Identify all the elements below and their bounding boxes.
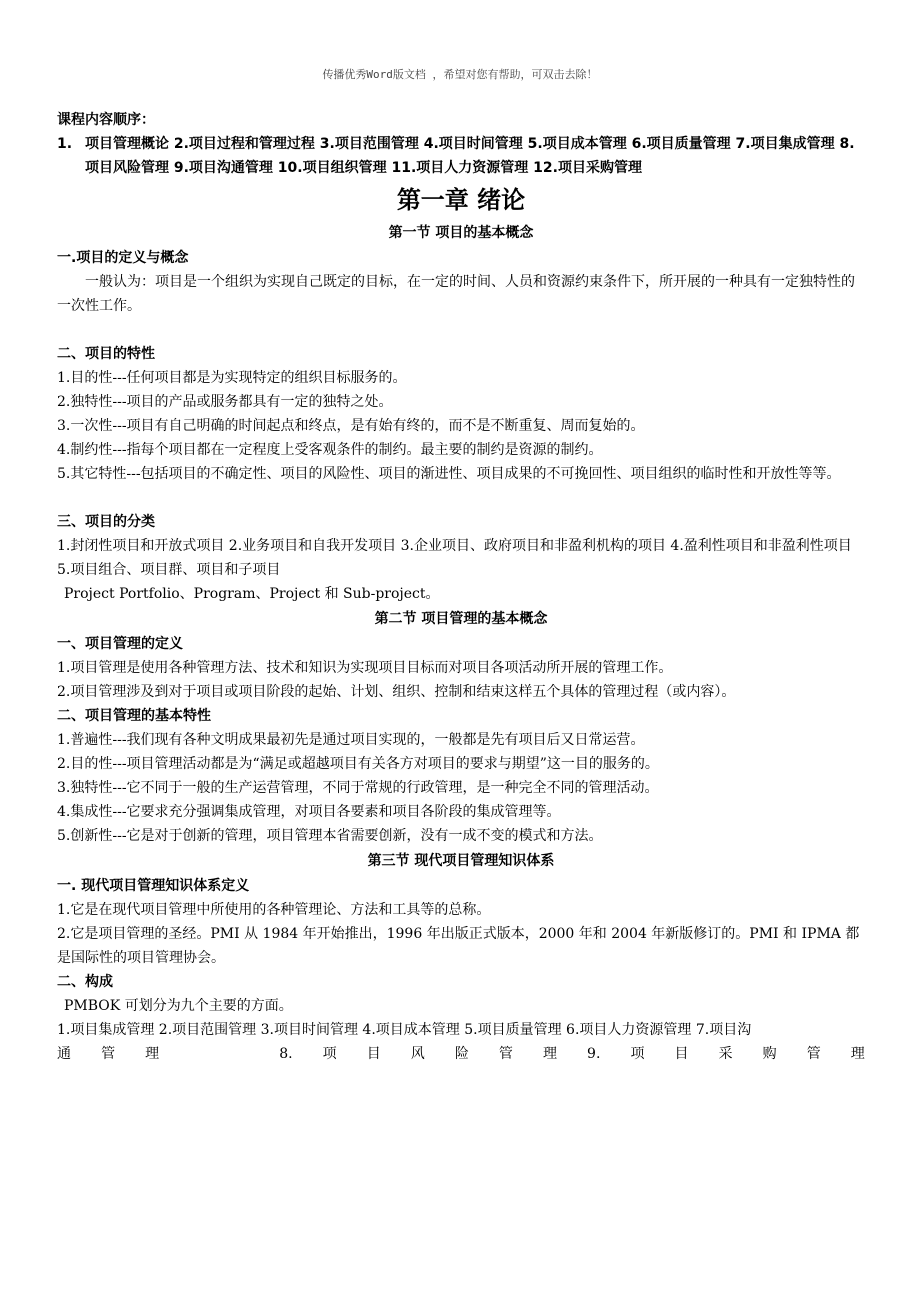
list-item: 1.它是在现代项目管理中所使用的各种管理论、方法和工具等的总称。	[57, 902, 491, 918]
section1-part3-text: 1.封闭性项目和开放式项目 2.业务项目和自我开发项目 3.企业项目、政府项目和非盈利机构的项目 4.盈利性项目和非盈利性项目 5.项目组合、项目群、项目和子项目	[57, 538, 852, 578]
section1-part1-text: 一般认为：项目是一个组织为实现自己既定的目标，在一定的时间、人员和资源约束条件下，所开展的一种具有一定独特性的一次性工作。	[57, 274, 855, 314]
section2-title: 第二节 项目管理的基本概念	[374, 611, 548, 627]
section1-part3-english: Project Portfolio、Program、Project 和 Sub-project。	[64, 586, 440, 602]
justified-word: 理	[542, 1046, 557, 1062]
justified-word: 目	[674, 1046, 689, 1062]
list-item: 3.独特性---它不同于一般的生产运营管理，不同于常规的行政管理，是一种完全不同的管理活动。	[57, 780, 659, 796]
section1-title: 第一节 项目的基本概念	[388, 225, 534, 241]
justified-word: 管	[101, 1046, 116, 1062]
justified-word: 采	[718, 1046, 733, 1062]
course-order-title: 课程内容顺序：	[57, 112, 155, 128]
justified-word: 项	[322, 1046, 337, 1062]
list-item: 1.项目管理是使用各种管理方法、技术和知识为实现项目目标而对项目各项活动所开展的管理工作。	[57, 660, 673, 676]
justified-word: 理	[850, 1046, 865, 1062]
section3-title: 第三节 现代项目管理知识体系	[367, 853, 555, 869]
list-item: 4.集成性---它要求充分强调集成管理，对项目各要素和项目各阶段的集成管理等。	[57, 804, 561, 820]
justified-gap	[189, 1042, 249, 1066]
justified-word: 9.	[587, 1046, 601, 1062]
section3-part2-line1: 1.项目集成管理 2.项目范围管理 3.项目时间管理 4.项目成本管理 5.项目质量管理 6.项目人力资源管理 7.项目沟	[57, 1022, 752, 1038]
justified-word: 通	[57, 1046, 71, 1062]
course-order-number: 1.	[57, 136, 73, 152]
chapter-title: 第一章 绪论	[396, 186, 526, 214]
section1-part1-heading: 一.项目的定义与概念	[57, 250, 189, 266]
section2-part2-heading: 二、项目管理的基本特性	[57, 708, 211, 724]
list-item: 3.一次性---项目有自己明确的时间起点和终点，是有始有终的，而不是不断重复、周而复始的。	[57, 418, 645, 434]
course-order-text: 项目管理概论 2.项目过程和管理过程 3.项目范围管理 4.项目时间管理 5.项目成本管理 6.项目质量管理 7.项目集成管理 8.项目风险管理 9.项目沟通管理 10.项目组织管理 11.项目人力资源管理 12.项目采购管理	[85, 136, 855, 176]
list-item: 2.独特性---项目的产品或服务都具有一定的独特之处。	[57, 394, 393, 410]
section3-part1-heading: 一. 现代项目管理知识体系定义	[57, 878, 250, 894]
justified-word: 8.	[279, 1046, 293, 1062]
document-body	[57, 108, 865, 1066]
spacer	[57, 486, 865, 510]
section1-part3-heading: 三、项目的分类	[57, 514, 155, 530]
list-item: 5.其它特性---包括项目的不确定性、项目的风险性、项目的渐进性、项目成果的不可挽回性、项目组织的临时性和开放性等等。	[57, 466, 841, 482]
list-item: 5.创新性---它是对于创新的管理，项目管理本省需要创新，没有一成不变的模式和方法。	[57, 828, 603, 844]
section2-part1-heading: 一、项目管理的定义	[57, 636, 183, 652]
section3-part2-line2	[57, 1042, 865, 1066]
list-item: 4.制约性---指每个项目都在一定程度上受客观条件的制约。最主要的制约是资源的制约。	[57, 442, 603, 458]
justified-word: 管	[498, 1046, 513, 1062]
justified-word: 险	[454, 1046, 469, 1062]
list-item: 1.目的性---任何项目都是为实现特定的组织目标服务的。	[57, 370, 407, 386]
justified-word: 项	[630, 1046, 645, 1062]
list-item: 2.它是项目管理的圣经。PMI 从 1984 年开始推出，1996 年出版正式版本，2000 年和 2004 年新版修订的。PMI 和 IPMA 都是国际性的项目管理协会。	[57, 926, 860, 966]
justified-word: 理	[145, 1046, 160, 1062]
list-item: 2.目的性---项目管理活动都是为“满足或超越项目有关各方对项目的要求与期望”这一目的服务的。	[57, 756, 659, 772]
justified-word: 管	[806, 1046, 821, 1062]
justified-word: 目	[366, 1046, 381, 1062]
section1-part2-heading: 二、项目的特性	[57, 346, 155, 362]
section3-part2-heading: 二、构成	[57, 974, 113, 990]
justified-word: 风	[410, 1046, 425, 1062]
list-item: 1.普遍性---我们现有各种文明成果最初先是通过项目实现的，一般都是先有项目后又日常运营。	[57, 732, 645, 748]
course-order-list	[57, 132, 865, 180]
spacer	[57, 318, 865, 342]
justified-word: 购	[762, 1046, 777, 1062]
header-note: 传播优秀Word版文档 ，希望对您有帮助，可双击去除！	[322, 68, 598, 81]
list-item: 2.项目管理涉及到对于项目或项目阶段的起始、计划、组织、控制和结束这样五个具体的管理过程（或内容）。	[57, 684, 736, 700]
section3-part2-intro: PMBOK 可划分为九个主要的方面。	[64, 998, 293, 1014]
